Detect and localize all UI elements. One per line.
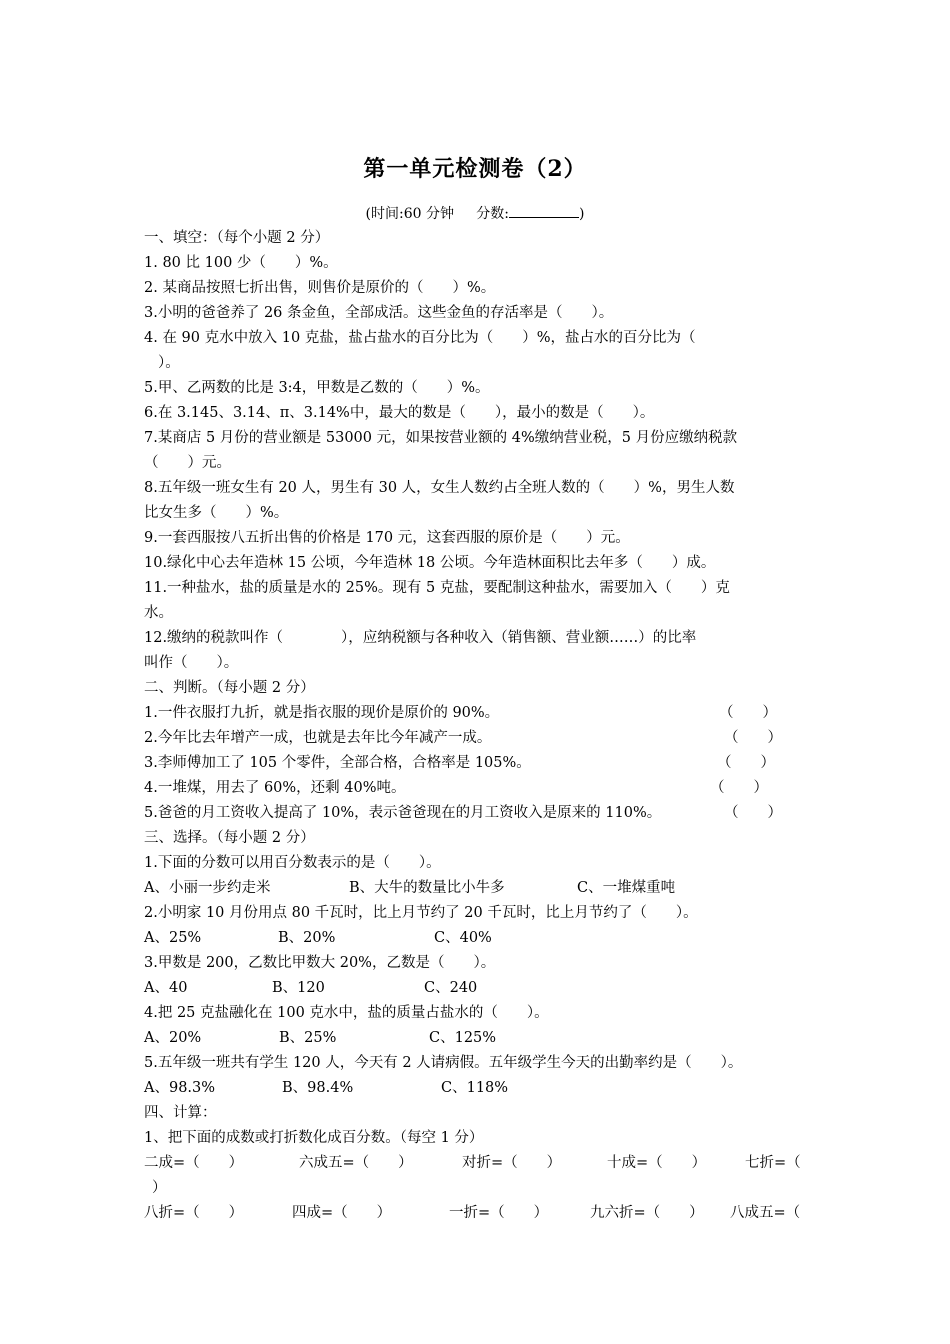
judgment-text: 4.一堆煤，用去了 60%，还剩 40%吨。 <box>144 780 406 796</box>
question-text: 水。 <box>144 605 173 621</box>
answer-paren[interactable]: （ ） <box>710 780 768 796</box>
conversion-item[interactable]: 九六折=（ ） <box>590 1205 704 1221</box>
question-text: 11.一种盐水，盐的质量是水的 25%。现有 5 克盐，要配制这种盐水，需要加入（ ）克 <box>144 580 730 596</box>
judgment-text: 2.今年比去年增产一成，也就是去年比今年减产一成。 <box>144 730 492 746</box>
option-c[interactable]: C、240 <box>424 980 478 996</box>
judgment-text: 5.爸爸的月工资收入提高了 10%，表示爸爸现在的月工资收入是原来的 110%。 <box>144 805 662 821</box>
section-heading: 四、计算： <box>144 1105 217 1121</box>
time-label: (时间:60 分钟 <box>365 206 454 222</box>
question-text: 1. 80 比 100 少（ ）%。 <box>144 255 338 271</box>
exam-body <box>144 226 824 1226</box>
choice-question: 4.把 25 克盐融化在 100 克水中，盐的质量占盐水的（ ）。 <box>144 1005 549 1021</box>
conversion-item[interactable]: 八成五=（ <box>730 1205 801 1221</box>
option-c[interactable]: C、125% <box>429 1030 497 1046</box>
answer-paren[interactable]: （ ） <box>724 805 782 821</box>
option-a[interactable]: A、40 <box>144 980 188 996</box>
choice-question: 3.甲数是 200，乙数比甲数大 20%，乙数是（ ）。 <box>144 955 496 971</box>
question-text: （ ）元。 <box>144 455 231 471</box>
sub-question: 1、把下面的成数或打折数化成百分数。（每空 1 分） <box>144 1130 484 1146</box>
choice-question: 1.下面的分数可以用百分数表示的是（ ）。 <box>144 855 441 871</box>
conversion-wrap: ） <box>152 1180 167 1196</box>
option-b[interactable]: B、25% <box>279 1030 337 1046</box>
question-text: 4. 在 90 克水中放入 10 克盐，盐占盐水的百分比为（ ）%，盐占水的百分比为（ <box>144 330 696 346</box>
section-heading: 二、判断。（每小题 2 分） <box>144 680 315 696</box>
option-a[interactable]: A、小丽一步约走米 <box>144 880 271 896</box>
option-b[interactable]: B、20% <box>278 930 336 946</box>
question-text: 6.在 3.145、3.14、π、3.14%中，最大的数是（ ），最小的数是（ ）。 <box>144 405 655 421</box>
conversion-item[interactable]: 七折=（ <box>745 1155 801 1171</box>
choice-question: 2.小明家 10 月份用点 80 千瓦时，比上月节约了 20 千瓦时，比上月节约了（ ）。 <box>144 905 698 921</box>
question-text: 10.绿化中心去年造林 15 公顷，今年造林 18 公顷。今年造林面积比去年多（ ）成。 <box>144 555 716 571</box>
option-a[interactable]: A、98.3% <box>144 1080 216 1096</box>
choice-options <box>144 976 824 1001</box>
option-b[interactable]: B、98.4% <box>282 1080 354 1096</box>
judgment-item <box>144 801 824 826</box>
choice-options <box>144 876 824 901</box>
judgment-item <box>144 776 824 801</box>
option-b[interactable]: B、120 <box>272 980 325 996</box>
exam-subtitle <box>0 203 950 223</box>
judgment-item <box>144 751 824 776</box>
choice-question: 5.五年级一班共有学生 120 人，今天有 2 人请病假。五年级学生今天的出勤率约是（ ）。 <box>144 1055 743 1071</box>
question-text: 叫作（ ）。 <box>144 655 239 671</box>
judgment-item <box>144 701 824 726</box>
judgment-text: 1.一件衣服打九折，就是指衣服的现价是原价的 90%。 <box>144 705 500 721</box>
option-b[interactable]: B、大牛的数量比小牛多 <box>349 880 505 896</box>
option-c[interactable]: C、一堆煤重吨 <box>577 880 676 896</box>
score-label: 分数: <box>476 206 509 222</box>
question-text: 9.一套西服按八五折出售的价格是 170 元，这套西服的原价是（ ）元。 <box>144 530 630 546</box>
answer-paren[interactable]: （ ） <box>719 705 777 721</box>
question-text: ）。 <box>158 355 180 371</box>
conversion-item[interactable]: 二成=（ ） <box>144 1155 244 1171</box>
option-a[interactable]: A、25% <box>144 930 202 946</box>
question-text: 5.甲、乙两数的比是 3:4，甲数是乙数的（ ）%。 <box>144 380 490 396</box>
question-text: 2. 某商品按照七折出售，则售价是原价的（ ）%。 <box>144 280 496 296</box>
conversion-item[interactable]: 四成=（ ） <box>292 1205 392 1221</box>
conversion-item[interactable]: 对折=（ ） <box>462 1155 562 1171</box>
judgment-item <box>144 726 824 751</box>
conversion-item[interactable]: 八折=（ ） <box>144 1205 244 1221</box>
answer-paren[interactable]: （ ） <box>717 755 775 771</box>
choice-options <box>144 1026 824 1051</box>
question-text: 8.五年级一班女生有 20 人，男生有 30 人，女生人数约占全班人数的（ ）%，男生人数 <box>144 480 735 496</box>
conversion-row <box>144 1201 824 1226</box>
choice-options <box>144 926 824 951</box>
option-a[interactable]: A、20% <box>144 1030 202 1046</box>
question-text: 3.小明的爸爸养了 26 条金鱼，全部成活。这些金鱼的存活率是（ ）。 <box>144 305 614 321</box>
option-c[interactable]: C、118% <box>441 1080 509 1096</box>
choice-options <box>144 1076 824 1101</box>
subtitle-close: ) <box>578 206 585 222</box>
question-text: 比女生多（ ）%。 <box>144 505 289 521</box>
score-blank[interactable] <box>509 203 579 218</box>
conversion-item[interactable]: 十成=（ ） <box>607 1155 707 1171</box>
question-text: 12.缴纳的税款叫作（ ），应纳税额与各种收入（销售额、营业额……）的比率 <box>144 630 697 646</box>
option-c[interactable]: C、40% <box>434 930 492 946</box>
conversion-row <box>144 1151 824 1176</box>
answer-paren[interactable]: （ ） <box>724 730 782 746</box>
question-text: 7.某商店 5 月份的营业额是 53000 元，如果按营业额的 4%缴纳营业税，5 月份应缴纳税款 <box>144 430 738 446</box>
page-title: 第一单元检测卷（2） <box>363 156 587 182</box>
judgment-text: 3.李师傅加工了 105 个零件，全部合格，合格率是 105%。 <box>144 755 531 771</box>
conversion-item[interactable]: 一折=（ ） <box>449 1205 549 1221</box>
section-heading: 三、选择。（每小题 2 分） <box>144 830 315 846</box>
conversion-item[interactable]: 六成五=（ ） <box>299 1155 413 1171</box>
section-heading: 一、填空：（每个小题 2 分） <box>144 230 330 246</box>
